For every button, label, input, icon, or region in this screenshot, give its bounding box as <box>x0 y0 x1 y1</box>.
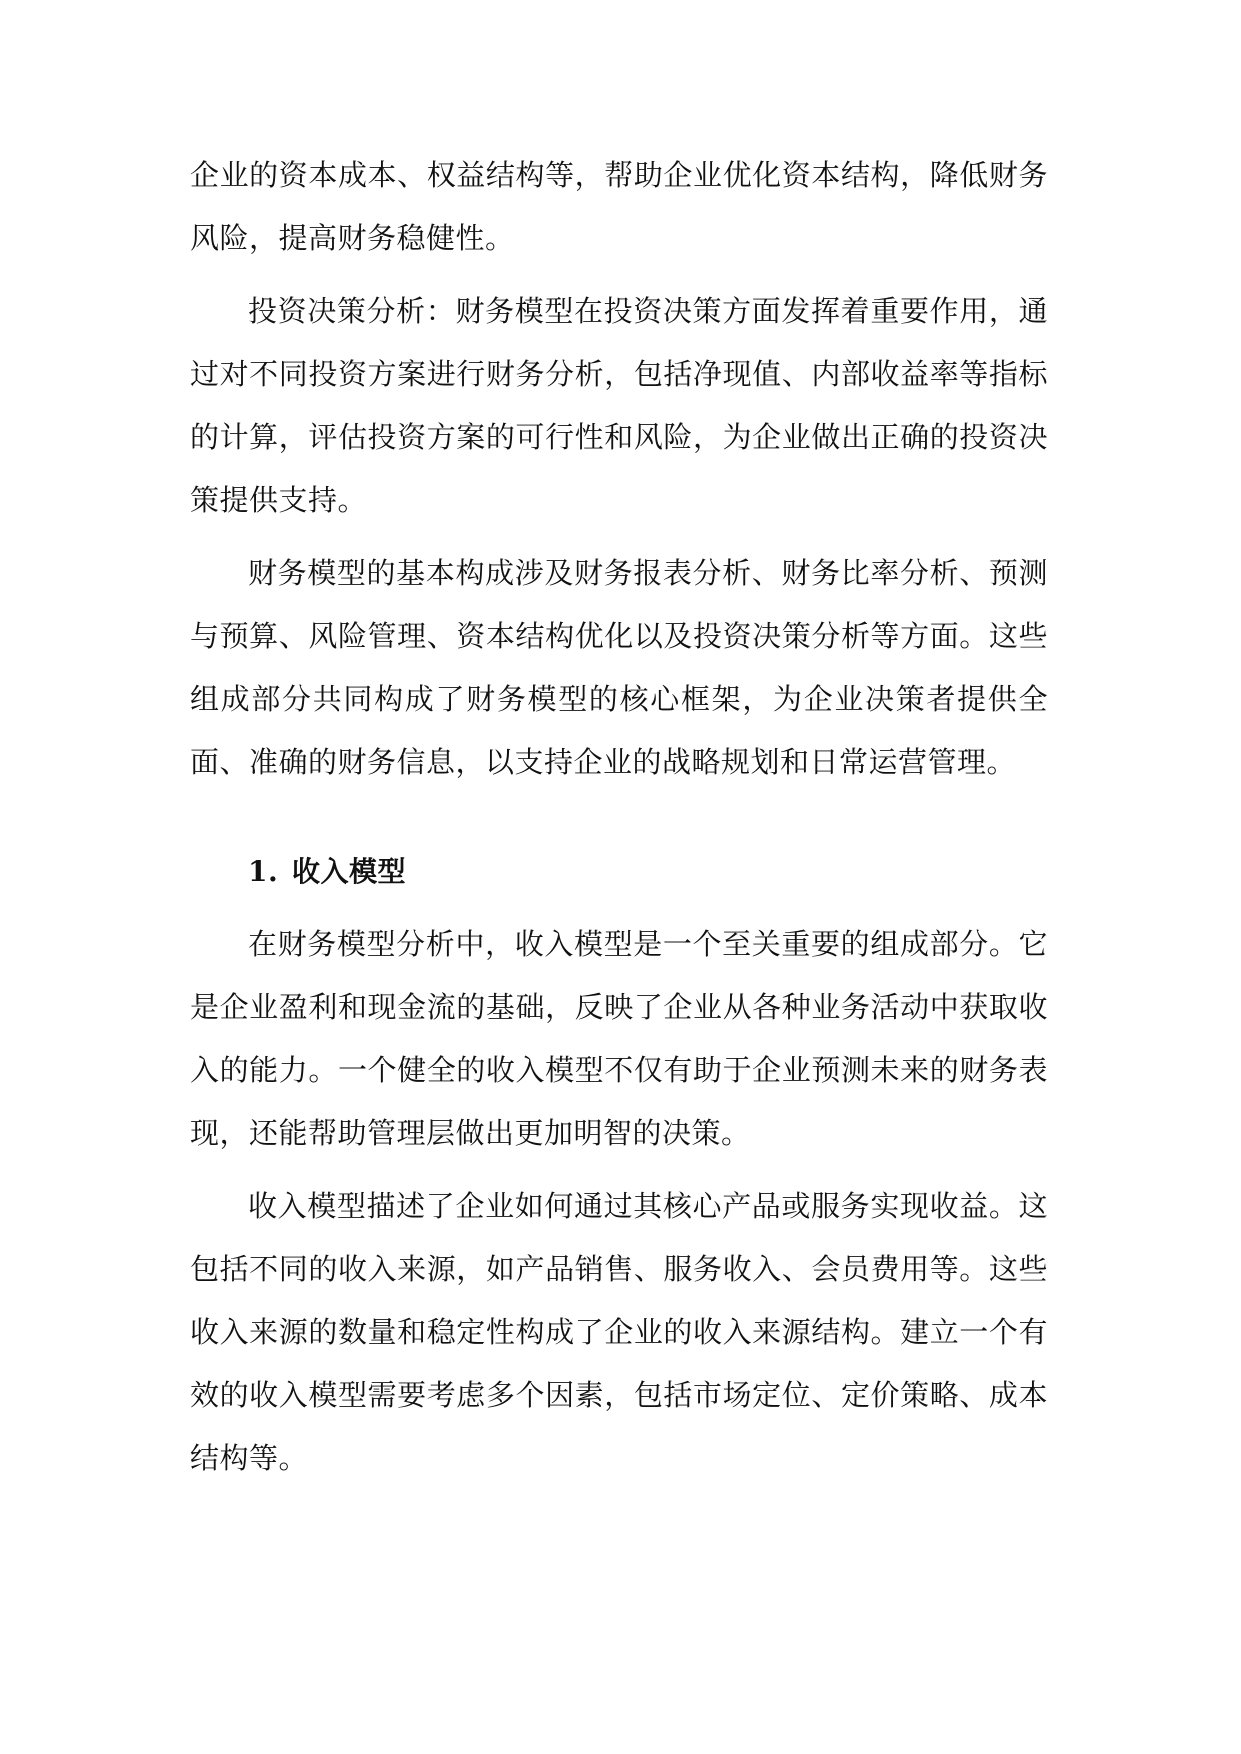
paragraph-model-summary: 财务模型的基本构成涉及财务报表分析、财务比率分析、预测与预算、风险管理、资本结构优化以及投资决策分析等方面。这些组成部分共同构成了财务模型的核心框架，为企业决策者提供全面、准确的财务信息，以支持企业的战略规划和日常运营管理。 <box>190 556 1048 779</box>
paragraph-continuation: 企业的资本成本、权益结构等，帮助企业优化资本结构，降低财务风险，提高财务稳健性。 <box>190 158 1048 255</box>
section-heading <box>190 840 1048 903</box>
document-body <box>190 144 1048 1500</box>
section-number: 1. <box>248 855 279 888</box>
section-title: 收入模型 <box>292 855 407 888</box>
paragraph-investment-decision: 投资决策分析：财务模型在投资决策方面发挥着重要作用，通过对不同投资方案进行财务分析，包括净现值、内部收益率等指标的计算，评估投资方案的可行性和风险，为企业做出正确的投资决策提供支持。 <box>190 294 1048 517</box>
paragraph-revenue-intro: 在财务模型分析中，收入模型是一个至关重要的组成部分。它是企业盈利和现金流的基础，反映了企业从各种业务活动中获取收入的能力。一个健全的收入模型不仅有助于企业预测未来的财务表现，还能帮助管理层做出更加明智的决策。 <box>190 927 1048 1150</box>
paragraph-revenue-sources: 收入模型描述了企业如何通过其核心产品或服务实现收益。这包括不同的收入来源，如产品销售、服务收入、会员费用等。这些收入来源的数量和稳定性构成了企业的收入来源结构。建立一个有效的收入模型需要考虑多个因素，包括市场定位、定价策略、成本结构等。 <box>190 1189 1048 1475</box>
